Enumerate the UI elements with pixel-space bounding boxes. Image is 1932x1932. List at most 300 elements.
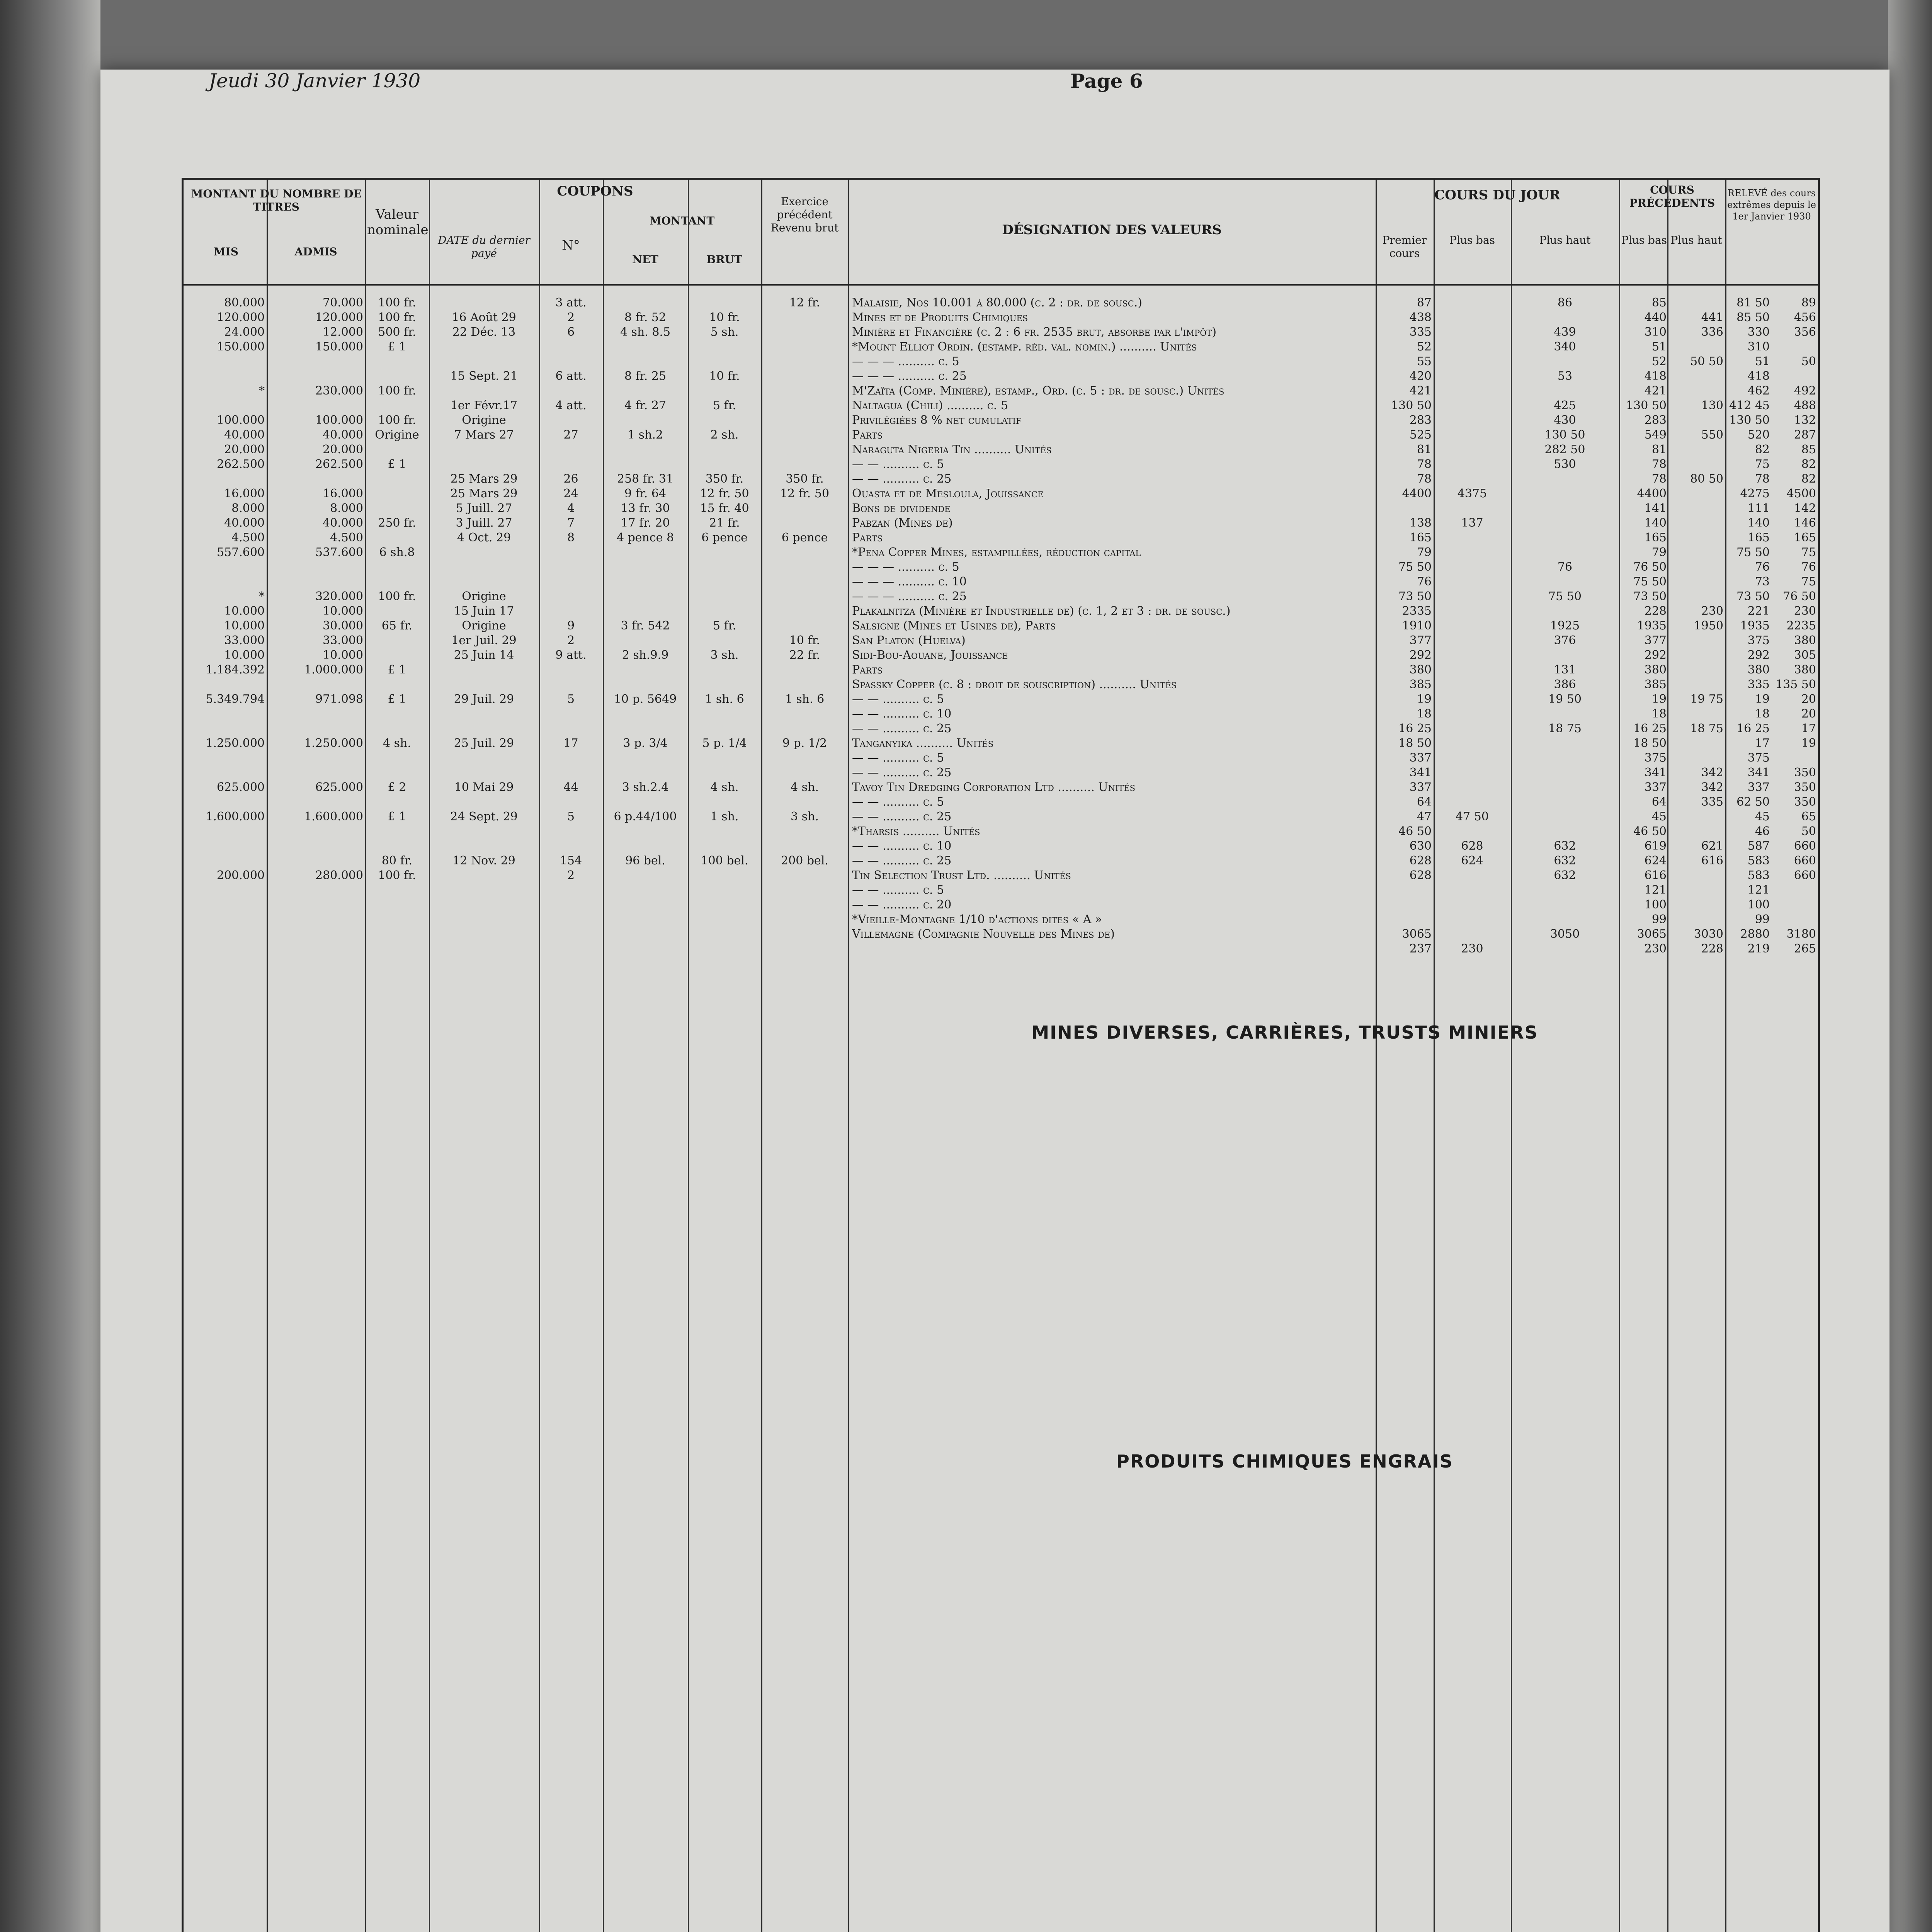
table-cell: 30.000: [323, 619, 363, 633]
table-cell: [1435, 883, 1509, 898]
table-cell: 488: [1794, 399, 1816, 412]
table-cell: 237: [1409, 942, 1432, 956]
table-cell: 50 50: [1690, 355, 1723, 368]
table-cell: [187, 721, 265, 736]
table-cell: 80 50: [1690, 472, 1723, 486]
table-cell: 19 75: [1690, 692, 1723, 706]
table-cell: [763, 868, 846, 883]
table-cell: [605, 677, 686, 692]
table-cell: 75 50: [1398, 560, 1432, 574]
table-cell: 75: [1801, 575, 1816, 588]
table-cell: [187, 751, 265, 765]
table-cell: 2 sh.: [710, 428, 739, 442]
table-cell: [1435, 677, 1509, 692]
column-rel-bas: [1727, 296, 1770, 956]
table-cell: 22 Déc. 13: [452, 325, 516, 339]
table-cell: 19 50: [1548, 692, 1582, 706]
table-cell: 3 fr. 542: [621, 619, 670, 633]
table-cell: [1435, 663, 1509, 677]
table-cell: [690, 751, 759, 765]
table-cell: 418: [1747, 369, 1770, 383]
table-cell: [1669, 575, 1723, 589]
table-cell: [763, 707, 846, 721]
table-cell: 100.000: [216, 413, 265, 427]
table-cell: 18: [1755, 707, 1770, 721]
column-valeur: [367, 296, 427, 883]
table-cell: 130 50: [1544, 428, 1585, 442]
table-cell: [690, 545, 759, 560]
table-cell: 165: [1644, 531, 1667, 544]
table-cell: [1513, 545, 1617, 560]
table-cell: [431, 575, 537, 589]
table-cell: 12 fr. 50: [780, 487, 830, 500]
table-cell: [1669, 560, 1723, 575]
security-name: Tanganyika .......... Unités: [852, 736, 994, 750]
page-edge: [1888, 0, 1932, 1932]
table-cell: 628: [1409, 869, 1432, 882]
table-cell: 350: [1794, 781, 1816, 794]
table-cell: 40.000: [224, 428, 265, 442]
table-cell: 18 50: [1633, 736, 1667, 750]
table-cell: 4400: [1402, 487, 1432, 500]
table-cell: 55: [1417, 355, 1432, 368]
table-cell: [1513, 912, 1617, 927]
col-plus-bas: Plus bas: [1449, 234, 1495, 247]
table-cell: 380: [1794, 663, 1816, 677]
table-cell: [1669, 589, 1723, 604]
table-cell: 250 fr.: [378, 516, 416, 530]
table-cell: [690, 560, 759, 575]
table-cell: 385: [1644, 678, 1667, 691]
table-cell: 73 50: [1633, 590, 1667, 603]
table-cell: 6: [567, 325, 575, 339]
table-cell: 89: [1801, 296, 1816, 310]
table-cell: [1513, 795, 1617, 810]
table-cell: 1.250.000: [206, 736, 265, 750]
table-cell: 44: [563, 781, 578, 794]
table-cell: [690, 296, 759, 310]
table-cell: 292: [1747, 648, 1770, 662]
table-cell: 440: [1644, 311, 1667, 324]
table-cell: 10 p. 5649: [614, 692, 677, 706]
table-cell: 621: [1701, 839, 1723, 853]
security-name: Salsigne (Mines et Usines de), Parts: [852, 619, 1056, 633]
table-cell: 3030: [1694, 927, 1723, 941]
table-cell: 200.000: [216, 869, 265, 882]
table-cell: 46: [1755, 825, 1770, 838]
table-cell: [763, 824, 846, 839]
table-cell: 660: [1794, 839, 1816, 853]
table-cell: 380: [1794, 634, 1816, 647]
table-cell: 4400: [1637, 487, 1667, 500]
table-cell: [431, 384, 537, 398]
table-cell: 65: [1801, 810, 1816, 823]
quotation-table: [182, 178, 1820, 1932]
table-cell: [367, 633, 427, 648]
table-cell: [541, 340, 601, 354]
security-name: Privilégiées 8 % net cumulatif: [852, 413, 1022, 427]
table-cell: 25 Mars 29: [450, 472, 518, 486]
table-cell: 154: [560, 854, 582, 867]
table-cell: 51: [1755, 355, 1770, 368]
table-cell: [541, 721, 601, 736]
table-cell: 99: [1755, 913, 1770, 926]
table-cell: [269, 721, 363, 736]
table-cell: [763, 619, 846, 633]
table-cell: [1435, 545, 1509, 560]
table-cell: [187, 472, 265, 486]
table-cell: 24.000: [224, 325, 265, 339]
table-cell: 18 75: [1690, 722, 1723, 735]
table-cell: 632: [1554, 854, 1576, 867]
table-cell: 62 50: [1736, 795, 1770, 809]
table-cell: 135 50: [1776, 678, 1816, 691]
table-cell: 1925: [1550, 619, 1580, 633]
table-cell: 100 fr.: [378, 384, 416, 398]
table-cell: [690, 457, 759, 472]
table-cell: [1513, 575, 1617, 589]
table-cell: 12 fr.: [789, 296, 820, 310]
col-premier: Premier cours: [1382, 234, 1427, 260]
table-cell: [541, 354, 601, 369]
security-name: Ouasta et de Mesloula, Jouissance: [852, 487, 1044, 500]
security-name: — — — .......... c. 5: [852, 560, 959, 574]
table-cell: 630: [1409, 839, 1432, 853]
table-cell: 100.000: [315, 413, 363, 427]
table-cell: 377: [1644, 634, 1667, 647]
table-cell: 138: [1409, 516, 1432, 530]
table-cell: 6 pence: [781, 531, 828, 544]
table-cell: 1 sh.2: [628, 428, 663, 442]
table-cell: 439: [1554, 325, 1576, 339]
table-cell: 230: [1644, 942, 1667, 956]
table-cell: [690, 354, 759, 369]
table-cell: 47: [1417, 810, 1432, 823]
table-cell: 4.500: [231, 531, 265, 544]
table-cell: 2335: [1402, 604, 1432, 618]
security-name: Parts: [852, 531, 883, 544]
table-cell: 376: [1554, 634, 1576, 647]
security-name: — — — .......... c. 10: [852, 575, 967, 588]
table-cell: 80.000: [224, 296, 265, 310]
table-cell: [690, 677, 759, 692]
table-cell: 2235: [1786, 619, 1816, 633]
table-cell: [1378, 912, 1432, 927]
table-cell: [367, 648, 427, 663]
table-cell: 350 fr.: [786, 472, 824, 486]
table-cell: 4500: [1786, 487, 1816, 500]
table-cell: 18 50: [1398, 736, 1432, 750]
table-cell: Origine: [375, 428, 419, 442]
table-cell: 121: [1747, 883, 1770, 897]
security-name: — — .......... c. 25: [852, 472, 952, 486]
table-cell: 8.000: [330, 502, 363, 515]
table-cell: 24 Sept. 29: [450, 810, 518, 823]
table-cell: [1669, 296, 1723, 310]
table-cell: [367, 751, 427, 765]
table-cell: [541, 663, 601, 677]
table-cell: [1772, 340, 1816, 354]
table-cell: 100 fr.: [378, 413, 416, 427]
table-cell: [541, 560, 601, 575]
security-name: *Tharsis .......... Unités: [852, 825, 980, 838]
table-cell: 421: [1644, 384, 1667, 398]
table-cell: 283: [1644, 413, 1667, 427]
table-cell: [1435, 296, 1509, 310]
column-net: [605, 296, 686, 883]
table-cell: 350 fr.: [705, 472, 744, 486]
table-cell: 6 sh.8: [379, 546, 415, 559]
table-cell: [431, 560, 537, 575]
table-cell: 130: [1701, 399, 1723, 412]
table-cell: [367, 677, 427, 692]
table-cell: 3 sh.: [791, 810, 819, 823]
table-cell: 53: [1557, 369, 1573, 383]
table-cell: [1435, 428, 1509, 442]
table-cell: [1513, 707, 1617, 721]
table-cell: 6 p.44/100: [614, 810, 677, 823]
table-cell: 9 p. 1/2: [782, 736, 827, 750]
table-cell: [541, 442, 601, 457]
table-cell: £ 1: [388, 340, 406, 354]
table-cell: 350: [1794, 795, 1816, 809]
table-cell: [605, 633, 686, 648]
table-cell: 292: [1409, 648, 1432, 662]
table-cell: [269, 751, 363, 765]
col-plus-haut: Plus haut: [1539, 234, 1591, 247]
table-cell: [269, 575, 363, 589]
table-cell: [367, 369, 427, 384]
table-cell: 82: [1801, 457, 1816, 471]
security-name: — — .......... c. 25: [852, 810, 952, 823]
table-cell: 230.000: [315, 384, 363, 398]
table-cell: 52: [1651, 355, 1667, 368]
table-cell: Origine: [462, 619, 506, 633]
table-cell: [187, 854, 265, 868]
table-cell: 3050: [1550, 927, 1580, 941]
table-cell: 258 fr. 31: [617, 472, 674, 486]
table-cell: [1435, 531, 1509, 545]
column-date: [431, 296, 537, 883]
table-cell: 2: [567, 869, 575, 882]
table-cell: [367, 765, 427, 780]
table-cell: 46 50: [1398, 825, 1432, 838]
security-name: Malaisie, Nos 10.001 à 80.000 (c. 2 : dr. de sousc.): [852, 296, 1143, 310]
table-cell: 75 50: [1633, 575, 1667, 588]
table-cell: 16 25: [1736, 722, 1770, 735]
table-cell: Origine: [462, 413, 506, 427]
table-cell: [763, 589, 846, 604]
table-cell: 4.500: [330, 531, 363, 544]
table-cell: [1669, 898, 1723, 912]
table-cell: 632: [1554, 839, 1576, 853]
security-name: — — .......... c. 5: [852, 751, 944, 765]
table-cell: 2880: [1740, 927, 1770, 941]
table-cell: [187, 575, 265, 589]
table-cell: [269, 707, 363, 721]
table-cell: 25 Juil. 29: [454, 736, 514, 750]
table-cell: 86: [1557, 296, 1573, 310]
table-cell: [367, 486, 427, 501]
table-cell: [1669, 633, 1723, 648]
table-cell: 81: [1651, 443, 1667, 456]
table-cell: 1950: [1694, 619, 1723, 633]
table-cell: [187, 839, 265, 854]
table-cell: 660: [1794, 869, 1816, 882]
running-head: [116, 66, 1785, 100]
table-cell: 17: [563, 736, 578, 750]
table-cell: [763, 677, 846, 692]
table-cell: 12 fr. 50: [700, 487, 749, 500]
table-cell: 45: [1651, 810, 1667, 823]
table-cell: 141: [1644, 502, 1667, 515]
table-cell: 85: [1651, 296, 1667, 310]
table-cell: 549: [1644, 428, 1667, 442]
table-cell: [763, 575, 846, 589]
table-cell: 76: [1557, 560, 1573, 574]
table-cell: [1435, 648, 1509, 663]
table-cell: 22 fr.: [789, 648, 820, 662]
table-cell: 5 p. 1/4: [702, 736, 747, 750]
table-cell: 100 fr.: [378, 311, 416, 324]
table-cell: 96 bel.: [625, 854, 665, 867]
table-cell: [1513, 531, 1617, 545]
table-cell: 120.000: [315, 311, 363, 324]
table-cell: [1513, 472, 1617, 486]
table-cell: [367, 354, 427, 369]
table-cell: 350: [1794, 766, 1816, 779]
table-cell: [367, 721, 427, 736]
table-cell: 337: [1409, 751, 1432, 765]
table-cell: 4 sh.: [791, 781, 819, 794]
table-cell: 64: [1417, 795, 1432, 809]
table-cell: 1.600.000: [304, 810, 363, 823]
table-cell: 340: [1554, 340, 1576, 354]
table-cell: 165: [1409, 531, 1432, 544]
table-cell: [763, 325, 846, 340]
column-rel-haut: [1772, 296, 1816, 956]
table-cell: [1435, 721, 1509, 736]
table-cell: [1435, 413, 1509, 428]
table-cell: 628: [1461, 839, 1483, 853]
security-name: Parts: [852, 428, 883, 442]
table-cell: [1435, 619, 1509, 633]
col-releve: RELEVÉ des cours extrêmes depuis le 1er Janvier 1930: [1727, 188, 1816, 222]
security-name: — — — .......... c. 25: [852, 369, 967, 383]
table-cell: [431, 663, 537, 677]
table-cell: [367, 604, 427, 619]
table-cell: 7 Mars 27: [454, 428, 514, 442]
table-cell: [1772, 883, 1816, 898]
table-cell: 219: [1747, 942, 1770, 956]
table-cell: [1513, 516, 1617, 531]
table-cell: [187, 677, 265, 692]
table-cell: [1435, 765, 1509, 780]
table-cell: [1669, 545, 1723, 560]
security-name: — — .......... c. 10: [852, 839, 952, 853]
table-cell: [1513, 604, 1617, 619]
table-cell: [763, 516, 846, 531]
security-name: Naraguta Nigeria Tin .......... Unités: [852, 443, 1052, 456]
table-cell: 85: [1801, 443, 1816, 456]
table-cell: [269, 398, 363, 413]
table-cell: £ 1: [388, 457, 406, 471]
table-cell: 19: [1651, 692, 1667, 706]
table-cell: [690, 384, 759, 398]
table-cell: [1435, 692, 1509, 707]
table-cell: [1435, 707, 1509, 721]
table-cell: [763, 751, 846, 765]
table-cell: [690, 340, 759, 354]
table-cell: 1910: [1402, 619, 1432, 633]
table-cell: [1513, 898, 1617, 912]
table-cell: [541, 751, 601, 765]
column-prec-bas: [1621, 296, 1667, 956]
security-name: — — .......... c. 5: [852, 883, 944, 897]
security-name: Tavoy Tin Dredging Corporation Ltd .......... Unités: [852, 781, 1136, 794]
security-name: — — — .......... c. 25: [852, 590, 967, 603]
table-cell: [1772, 751, 1816, 765]
table-cell: 16.000: [224, 487, 265, 500]
table-cell: 380: [1747, 663, 1770, 677]
table-cell: [1435, 604, 1509, 619]
table-cell: 6 att.: [555, 369, 587, 383]
table-cell: 46 50: [1633, 825, 1667, 838]
table-cell: *: [259, 384, 265, 398]
table-cell: 971.098: [315, 692, 363, 706]
table-cell: [187, 824, 265, 839]
table-cell: 120.000: [216, 311, 265, 324]
table-cell: [431, 354, 537, 369]
table-cell: 4375: [1457, 487, 1487, 500]
table-cell: 5 fr.: [713, 619, 736, 633]
table-cell: 1.600.000: [206, 810, 265, 823]
table-cell: 73: [1755, 575, 1770, 588]
table-cell: [187, 354, 265, 369]
column-prec-haut: [1669, 296, 1723, 956]
security-name: Sidi-Bou-Aouane, Jouissance: [852, 648, 1008, 662]
table-cell: 380: [1644, 663, 1667, 677]
table-cell: 228: [1644, 604, 1667, 618]
table-cell: 4275: [1740, 487, 1770, 500]
table-cell: 29 Juil. 29: [454, 692, 514, 706]
table-cell: [605, 795, 686, 810]
security-name: *Pena Copper Mines, estampillées, réduction capital: [852, 546, 1141, 559]
table-cell: 132: [1794, 413, 1816, 427]
table-cell: 33.000: [224, 634, 265, 647]
table-cell: [763, 663, 846, 677]
table-cell: 79: [1417, 546, 1432, 559]
table-cell: [541, 575, 601, 589]
table-cell: 10.000: [224, 604, 265, 618]
table-cell: 75 50: [1736, 546, 1770, 559]
table-cell: [1513, 751, 1617, 765]
table-cell: [431, 677, 537, 692]
security-name: Minière et Financière (c. 2 : 6 fr. 2535 brut, absorbe par l'impôt): [852, 325, 1217, 339]
table-cell: 47 50: [1456, 810, 1489, 823]
table-cell: [763, 442, 846, 457]
table-cell: [431, 545, 537, 560]
table-cell: [431, 721, 537, 736]
table-cell: 19: [1417, 692, 1432, 706]
table-cell: [1435, 325, 1509, 340]
table-cell: [605, 589, 686, 604]
table-cell: 1er Juil. 29: [451, 634, 517, 647]
table-cell: 1.250.000: [304, 736, 363, 750]
table-cell: 142: [1794, 502, 1816, 515]
table-cell: 21 fr.: [709, 516, 740, 530]
table-cell: [605, 824, 686, 839]
